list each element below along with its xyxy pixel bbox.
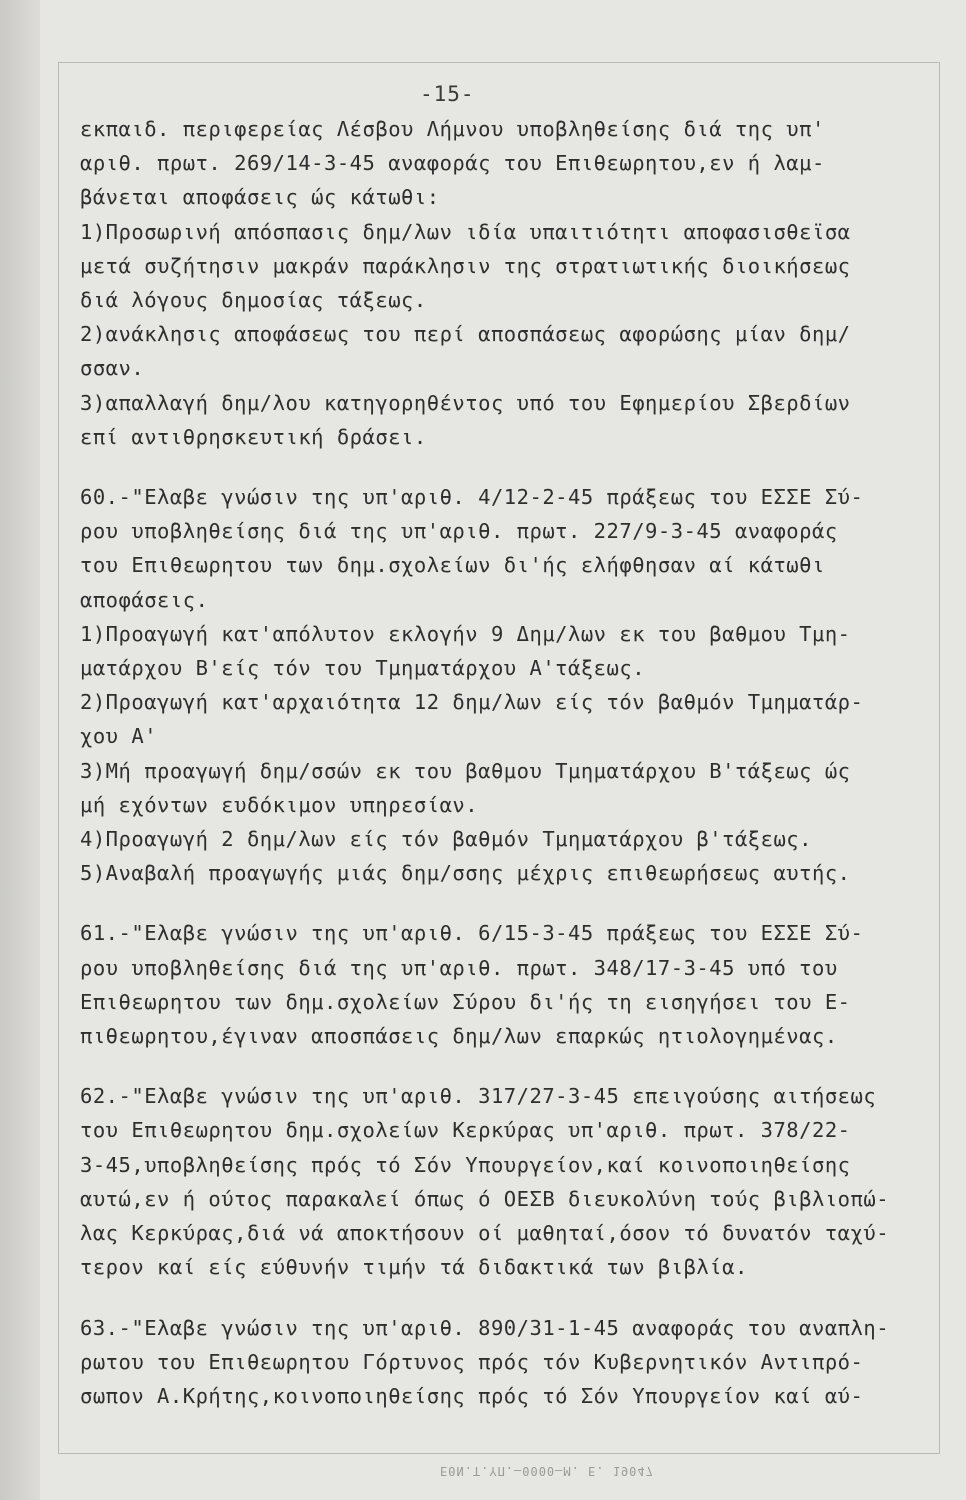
text-line: 3)απαλλαγή δημ/λου κατηγορηθέντος υπό του Εφημερίου Σβερδίων [80, 390, 851, 415]
paragraph-gap [80, 1053, 940, 1079]
paragraph-gap [80, 454, 940, 480]
paragraph-gap [80, 890, 940, 916]
text-line: τερον καί είς εύθυνήν τιμήν τά διδακτικά των βιβλία. [80, 1255, 748, 1280]
text-line: αριθ. πρωτ. 269/14-3-45 αναφοράς του Επιθεωρητου,εν ή λαμ- [80, 151, 825, 176]
text-line: χου Α' [80, 724, 158, 749]
text-line: Επιθεωρητου των δημ.σχολείων Σύρου δι'ής τη εισηγήσει του Ε- [80, 989, 851, 1014]
text-line: 61.-"Ελαβε γνώσιν της υπ'αριθ. 6/15-3-45 πράξεως του ΕΣΣΕ Σύ- [80, 921, 864, 946]
text-line: σσαν. [80, 356, 145, 381]
text-line: του Επιθεωρητου δημ.σχολείων Κερκύρας υπ'αριθ. πρωτ. 378/22- [80, 1118, 851, 1143]
binding-gutter [0, 0, 40, 1500]
text-line: του Επιθεωρητου των δημ.σχολείων δι'ής ελήφθησαν αί κάτωθι [80, 553, 825, 578]
text-line: λας Κερκύρας,διά νά αποκτήσουν οί μαθηταί,όσον τό δυνατόν ταχύ- [80, 1221, 890, 1246]
text-line: 5)Αναβαλή προαγωγής μιάς δημ/σσης μέχρις επιθεωρήσεως αυτής. [80, 861, 851, 886]
text-line: πιθεωρητου,έγιναν αποσπάσεις δημ/λων επαρκώς ητιολογημένας. [80, 1024, 838, 1049]
text-line: ρωτου του Επιθεωρητου Γόρτυνος πρός τόν Κυβερνητικόν Αντιπρό- [80, 1349, 864, 1374]
text-line: 3)Μή προαγωγή δημ/σσών εκ του βαθμου Τμηματάρχου Β'τάξεως ώς [80, 758, 851, 783]
text-line: αυτώ,εν ή ούτος παρακαλεί όπως ό ΟΕΣΒ διευκολύνη τούς βιβλιοπώ- [80, 1186, 890, 1211]
text-line: 4)Προαγωγή 2 δημ/λων είς τόν βαθμόν Τμηματάρχου β'τάξεως. [80, 827, 812, 852]
text-line: μή εχόντων ευδόκιμον υπηρεσίαν. [80, 792, 479, 817]
text-line: αποφάσεις. [80, 587, 209, 612]
text-line: 1)Προσωρινή απόσπασις δημ/λων ιδία υπαιτιότητι αποφασισθεϊσα [80, 219, 851, 244]
text-line: ματάρχου Β'είς τόν του Τμηματάρχου Α'τάξεως. [80, 656, 646, 681]
printer-stamp: ΕΘΝ.Τ.ΥΠ.—0000—Μ. Ε. 19047 [440, 1464, 654, 1478]
text-line: διά λόγους δημοσίας τάξεως. [80, 288, 427, 313]
page-number: -15- [420, 82, 475, 106]
text-line: μετά συζήτησιν μακράν παράκλησιν της στρατιωτικής διοικήσεως [80, 253, 851, 278]
text-line: 2)Προαγωγή κατ'αρχαιότητα 12 δημ/λων είς τόν βαθμόν Τμηματάρ- [80, 690, 864, 715]
text-line: ρου υποβληθείσης διά της υπ'αριθ. πρωτ. 348/17-3-45 υπό του [80, 955, 838, 980]
text-line: 60.-"Ελαβε γνώσιν της υπ'αριθ. 4/12-2-45 πράξεως του ΕΣΣΕ Σύ- [80, 485, 864, 510]
text-line: σωπον Α.Κρήτης,κοινοποιηθείσης πρός τό Σόν Υπουργείον καί αύ- [80, 1383, 864, 1408]
text-line: 1)Προαγωγή κατ'απόλυτον εκλογήν 9 Δημ/λων εκ του βαθμου Τμη- [80, 621, 851, 646]
paragraph-gap [80, 1285, 940, 1311]
text-line: ρου υποβληθείσης διά της υπ'αριθ. πρωτ. 227/9-3-45 αναφοράς [80, 519, 838, 544]
text-line: 62.-"Ελαβε γνώσιν της υπ'αριθ. 317/27-3-45 επειγούσης αιτήσεως [80, 1084, 877, 1109]
text-line: 2)ανάκλησις αποφάσεως του περί αποσπάσεως αφορώσης μίαν δημ/ [80, 322, 851, 347]
text-line: 3-45,υποβληθείσης πρός τό Σόν Υπουργείον,καί κοινοποιηθείσης [80, 1152, 851, 1177]
text-line: εκπαιδ. περιφερείας Λέσβου Λήμνου υποβληθείσης διά της υπ' [80, 117, 825, 141]
text-line: βάνεται αποφάσεις ώς κάτωθι: [80, 185, 440, 210]
text-line: 63.-"Ελαβε γνώσιν της υπ'αριθ. 890/31-1-45 αναφοράς του αναπλη- [80, 1315, 890, 1340]
typed-text-body [80, 112, 940, 1413]
text-line: επί αντιθρησκευτική δράσει. [80, 424, 427, 449]
